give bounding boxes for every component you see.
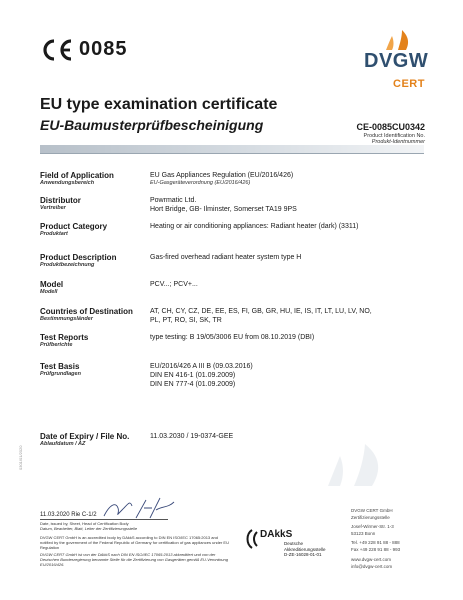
ce-number: 0085: [79, 38, 128, 60]
address-website: www.dvgw-cert.com: [351, 557, 392, 562]
cert-number-label-de: Produkt-Identnummer: [371, 139, 425, 145]
certificate-number: CE-0085CU0342: [356, 122, 425, 132]
field-value-distributor: Powrmatic Ltd.: [150, 197, 197, 204]
field-label-description-de: Produktbezeichnung: [40, 262, 95, 268]
field-label-model: Model: [40, 280, 64, 289]
cert-number-label-en: Product Identification No.: [363, 133, 425, 139]
field-label-test-reports-de: Prüfberichte: [40, 342, 73, 348]
field-value-description: Gas-fired overhead radiant heater system type H: [150, 254, 302, 261]
field-value-expiry: 11.03.2030 / 19-0374-GEE: [150, 433, 234, 440]
field-label-category: Product Category: [40, 222, 108, 231]
field-label-test-reports: Test Reports: [40, 333, 89, 342]
field-label-model-de: Modell: [40, 289, 58, 295]
field-value-test-basis-line3: DIN EN 777-4 (01.09.2009): [150, 381, 236, 388]
field-value-test-reports: type testing: B 19/05/3006 EU from 08.10.2019 (DBI): [150, 334, 315, 341]
dakks-line-2: Akkreditierungsstelle: [284, 546, 326, 552]
field-label-test-basis-de: Prüfgrundlagen: [40, 371, 81, 377]
field-label-countries: Countries of Destination: [40, 307, 133, 316]
field-label-expiry-de: Ablaufdatum / AZ: [40, 441, 86, 447]
address-street: Josef-Wirmer-Str. 1-3: [351, 524, 394, 529]
certificate-title-de: EU-Baumusterprüfbescheinigung: [40, 117, 264, 133]
dakks-description: [284, 541, 326, 552]
address-company: DVGW CERT GmbH: [351, 508, 393, 513]
field-value-application: EU Gas Appliances Regulation (EU/2016/426): [150, 172, 294, 179]
signature-caption: Date, issued by, Sheet, Head of Certification Body: [40, 521, 129, 526]
field-value-distributor-address: Hort Bridge, GB- Ilminster, Somerset TA19 9PS: [150, 206, 297, 213]
signature-date: 11.03.2020 Rie C-1/2: [40, 512, 97, 518]
address-department: Zertifizierungsstelle: [351, 515, 390, 520]
address-fax: Fax +49 228 91 88 - 993: [351, 547, 401, 552]
field-label-distributor-de: Vertreiber: [40, 205, 66, 211]
accreditation-note-en: DVGW CERT GmbH is an accredited body by DAkkS according to DIN EN ISO/IEC 17065:2013 and notified by the government of the Federal Republic of Germany for certification of gas appliances under EU Regulation: [40, 535, 229, 550]
field-label-category-de: Produktart: [40, 231, 68, 237]
dvgw-cert-label: CERT: [393, 78, 425, 90]
field-label-application-de: Anwendungsbereich: [40, 180, 95, 186]
field-value-countries: AT, CH, CY, CZ, DE, EE, ES, FI, GB, GR, HU, IE, IS, IT, LT, LU, LV, NO,: [150, 308, 372, 315]
field-value-model: PCV...; PCV+...: [150, 281, 198, 288]
dvgw-watermark-icon: [270, 440, 420, 500]
field-value-category: Heating or air conditioning appliances: Radiant heater (dark) (3311): [150, 223, 359, 230]
dakks-registration: D-ZE-16028-01-01: [284, 552, 322, 557]
dakks-line-1: Deutsche: [284, 541, 304, 546]
address-email: info@dvgw-cert.com: [351, 564, 393, 569]
header-rule: [40, 153, 424, 154]
field-label-expiry: Date of Expiry / File No.: [40, 432, 130, 441]
accreditation-note-de: DVGW CERT GmbH ist von der DAkkS nach DIN EN ISO/IEC 17065:2013 akkreditiert und von der Deutschen Bundesregierung benannte Stelle für die Zertifizierung von Gasgeräten gemäß EU-Verordnung EU/2016/426.: [40, 552, 228, 567]
field-value-test-basis: EU/2016/426 A III B (09.03.2016): [150, 363, 253, 370]
certificate-number-label: [364, 133, 425, 145]
dakks-name: DAkkS: [260, 529, 293, 540]
field-label-test-basis: Test Basis: [40, 362, 80, 371]
field-value-countries-line2: PL, PT, RO, SI, SK, TR: [150, 317, 222, 324]
field-label-application: Field of Application: [40, 171, 114, 180]
certificate-title: EU type examination certificate: [40, 96, 278, 113]
signature-caption-de: Datum, Bearbeiter, Blatt, Leiter der Zertifizierungsstelle: [40, 526, 138, 531]
address-phone: Tel. +49 228 91 88 - 888: [351, 540, 400, 545]
signature-line: [40, 519, 168, 520]
field-value-application-de: EU-Gasgeräteverordnung (EU/2016/426): [150, 180, 251, 186]
field-value-test-basis-line2: DIN EN 416-1 (01.09.2009): [150, 372, 236, 379]
address-city: 53123 Bonn: [351, 531, 376, 536]
field-label-description: Product Description: [40, 253, 117, 262]
header-band: [40, 145, 424, 153]
side-reference-number: 0301/01/2020: [18, 445, 23, 470]
dvgw-logo-text: DVGW: [364, 50, 429, 72]
ce-logo-icon: [40, 39, 74, 61]
field-label-distributor: Distributor: [40, 196, 81, 205]
field-label-countries-de: Bestimmungsländer: [40, 316, 93, 322]
ce-mark: [40, 38, 128, 61]
